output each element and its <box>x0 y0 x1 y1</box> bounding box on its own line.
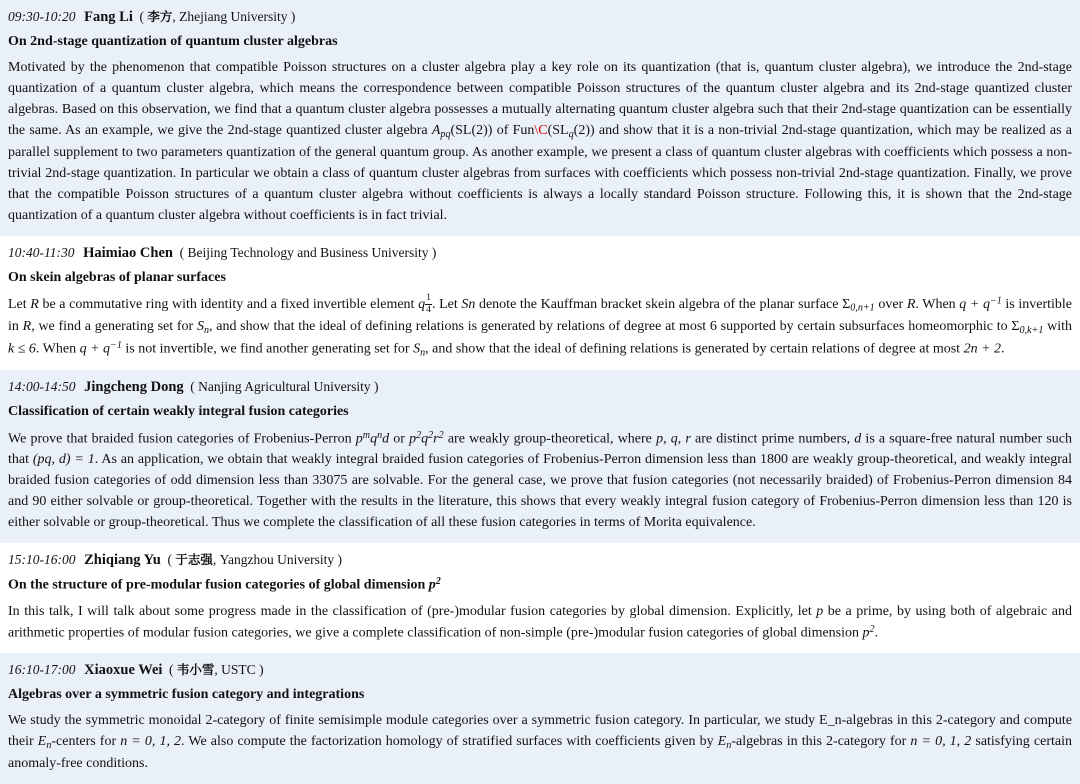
abstract-seg: is a square-free natural number such that <box>8 431 1072 468</box>
math-Sigma: Σ <box>842 297 851 313</box>
talk-affiliation: ( 李方, Zhejiang University ) <box>139 9 296 24</box>
math-exponent: m <box>362 429 371 441</box>
math-n: n <box>468 297 476 313</box>
affiliation-text: Beijing Technology and Business University <box>187 245 429 261</box>
abstract-seg: or <box>389 431 410 447</box>
affiliation-text: Yangzhou University <box>219 552 335 568</box>
math-k-le-6: k ≤ 6 <box>8 341 36 357</box>
abstract-seg: . We also compute the factorization homology of stratified surfaces with coefficients given by <box>181 734 718 750</box>
abstract-seg: Let <box>8 297 31 313</box>
abstract-seg: denote the Kauffman bracket skein algebra of the planar surface <box>475 297 843 313</box>
abstract-seg: be a commutative ring with identity and a fixed invertible element <box>38 297 419 313</box>
abstract-seg: satisfying certain anomaly-free conditions. <box>8 734 1072 772</box>
abstract-seg: We prove that braided fusion categories of Frobenius-Perron <box>8 431 356 447</box>
math-q: q <box>418 297 426 313</box>
talk-abstract <box>8 428 1072 534</box>
abstract-text-part2: and show that it is a non-trivial 2nd-stage quantization, which may be realized as a parallel supplement to two parameters quantization of the general quantum group. As another example, we present a class of quantum cluster algebras with coefficients which possess a non-trivial 2nd-stage quantization. In particular we obtain a class of quantum cluster algebras from surfaces with coefficients which possess non-trivial 2nd-stage quantization. Finally, we prove that the compatible Poisson structures of a quantum cluster algebra without coefficients is always a locally standard Poisson structure. Following this, it is shown that the 2nd-stage quantization of a quantum cluster algebra without coefficients is in fact trivial. <box>8 123 1073 224</box>
talk-title <box>8 575 1072 595</box>
talk-header <box>8 661 1072 681</box>
talk-time: 14:00-14:50 <box>8 379 76 395</box>
math-p: p <box>816 603 824 619</box>
talk-speaker: Xiaoxue Wei <box>84 662 163 679</box>
talk-header <box>8 378 1072 398</box>
math-R: R <box>30 297 39 313</box>
affiliation-text: USTC <box>221 662 256 678</box>
talk-abstract <box>8 710 1072 774</box>
math-Sigma: Σ <box>1011 319 1020 335</box>
math-E: E <box>717 734 727 750</box>
math-exponent: 2 <box>869 623 875 635</box>
math-exponent: 2 <box>416 429 422 441</box>
talk-abstract <box>8 601 1072 644</box>
math-exponent: −1 <box>110 339 122 351</box>
abstract-seg: , we find a generating set for <box>31 319 197 335</box>
math-exponent: 2 <box>438 429 444 441</box>
speaker-name-cn: 李方 <box>147 9 173 24</box>
abstract-seg: be a prime, by using both of algebraic and arithmetic properties of modular fusion categories, we give a complete classification of non-simple (pre-)modular fusion categories of global dimension <box>8 603 1072 641</box>
abstract-seg: . As an application, we obtain that weakly integral braided fusion categories of Frobenius-Perron dimension less than 1800 are weakly group-theoretical, and weakly integral braided fusion categories of odd dimension less than 33075 are solvable. For the general case, we prove that fusion categories (not necessarily braided) of Frobenius-Perron dimension 84 and 90 either solvable or group-theoretical. Together with the results in the literature, this shows that every weakly integral fusion category of Frobenius-Perron dimension less than 120 is either solvable or group-theoretical. Thus we complete the classification of all these fusion categories in terms of Morita equivalence. <box>8 452 1072 531</box>
abstract-seg: over <box>874 297 907 313</box>
math-S-sub: n <box>203 324 209 336</box>
talk-entry <box>0 653 1080 784</box>
math-exponent: 2 <box>428 429 434 441</box>
math-2n-plus-2: 2n + 2 <box>963 341 1002 357</box>
talk-affiliation: ( 韦小雪, USTC ) <box>169 662 264 678</box>
math-S-sub: n <box>420 347 426 359</box>
abstract-seg: -centers for <box>51 734 121 750</box>
abstract-seg: . <box>874 625 879 641</box>
affiliation-text: Zhejiang University <box>179 9 288 24</box>
math-d: d <box>382 431 390 447</box>
abstract-seg: We study the symmetric monoidal 2-category of finite semisimple module categories over a symmetric fusion category. In particular, we study E_n-algebras in this 2-category and compute their <box>8 713 1072 750</box>
abstract-seg: , and show that the ideal of defining relations is generated by certain relations of degree at most <box>425 341 964 357</box>
talk-entry <box>0 0 1080 236</box>
abstract-seg: is invertible in <box>8 297 1073 335</box>
math-Sigma-sub: 0,k+1 <box>1019 324 1044 336</box>
abstract-seg: . When <box>35 341 80 357</box>
talk-speaker: Haimiao Chen <box>83 245 173 262</box>
abstract-seg: . When <box>915 297 960 313</box>
talk-header <box>8 551 1072 571</box>
talk-entry <box>0 543 1080 653</box>
math-q-plus-qinv: q + q <box>959 297 990 313</box>
fraction-denominator: 4 <box>426 303 431 315</box>
math-S: S <box>461 297 469 313</box>
talk-title: On 2nd-stage quantization of quantum cluster algebras <box>8 33 338 49</box>
title-text: On the structure of pre-modular fusion categories of global dimension <box>8 577 429 593</box>
talk-abstract <box>8 293 1072 360</box>
abstract-seg: are weakly group-theoretical, where <box>443 431 657 447</box>
formula-c: (SL <box>547 123 569 139</box>
math-Sigma-sub: 0,n+1 <box>850 302 875 314</box>
math-fraction-quarter <box>425 293 432 315</box>
abstract-seg: , and show that the ideal of defining relations is generated by relations of degree at most 6 supported by certain subsurfaces homeomorphic to <box>208 319 1012 335</box>
math-exponent: 2 <box>435 575 441 587</box>
formula-redmark: \C <box>534 123 548 139</box>
math-p: p <box>409 431 417 447</box>
abstract-seg: . <box>1001 341 1005 357</box>
abstract-seg: with <box>1043 319 1073 335</box>
math-exponent: n <box>377 429 383 441</box>
formula-b: (SL(2)) of Fun <box>450 123 535 139</box>
speaker-name-cn: 于志强 <box>175 552 213 568</box>
math-pqr: p, q, r <box>656 431 691 447</box>
talk-entry <box>0 236 1080 370</box>
fraction-numerator: 1 <box>426 292 431 304</box>
math-pq-d-eq-1: (pq, d) = 1 <box>32 452 95 468</box>
talk-time: 09:30-10:20 <box>8 9 76 24</box>
talk-speaker: Fang Li <box>84 9 133 25</box>
math-exponent: −1 <box>989 295 1002 307</box>
math-R: R <box>22 319 32 335</box>
abstract-seg: In this talk, I will talk about some progress made in the classification of (pre-)modular fusion categories by global dimension. Explicitly, let <box>8 603 817 619</box>
talk-entry <box>0 370 1080 543</box>
math-q-plus-qinv: q + q <box>79 341 111 357</box>
math-p: p <box>862 625 870 641</box>
talk-header <box>8 244 1072 264</box>
talk-header <box>8 8 1072 28</box>
math-r: r <box>433 431 439 447</box>
talk-speaker: Zhiqiang Yu <box>84 552 161 569</box>
abstract-seg: . Let <box>431 297 462 313</box>
abstract-seg: is not invertible, we find another generating set for <box>121 341 414 357</box>
talk-affiliation: ( 于志强, Yangzhou University ) <box>167 552 342 568</box>
formula-A-sub: pq <box>440 128 451 140</box>
math-E-sub: n <box>46 740 52 752</box>
abstract-seg: are distinct prime numbers, <box>690 431 855 447</box>
math-d: d <box>854 431 862 447</box>
math-S: S <box>413 341 421 357</box>
talk-speaker: Jingcheng Dong <box>84 379 184 396</box>
math-p: p <box>428 577 436 593</box>
math-q: q <box>421 431 429 447</box>
abstract-seg: -algebras in this 2-category for <box>731 734 911 750</box>
math-n-values: n = 0, 1, 2 <box>120 734 182 750</box>
math-E: E <box>37 734 47 750</box>
formula-A: A <box>431 123 441 139</box>
math-S: S <box>196 319 204 335</box>
talk-title: Classification of certain weakly integral fusion categories <box>8 403 349 419</box>
formula-c-sub: q <box>568 128 574 140</box>
math-R: R <box>906 297 916 313</box>
math-E-sub: n <box>726 740 732 752</box>
talk-time: 10:40-11:30 <box>8 245 75 261</box>
speaker-name-cn: 韦小雪 <box>176 662 215 678</box>
talk-affiliation: ( Beijing Technology and Business University ) <box>179 245 437 261</box>
math-n-values: n = 0, 1, 2 <box>910 734 972 750</box>
math-q: q <box>370 431 378 447</box>
math-p: p <box>355 431 363 447</box>
formula-d: (2)) <box>573 123 595 139</box>
talk-title: Algebras over a symmetric fusion category and integrations <box>8 686 365 702</box>
abstract-text-part1: Motivated by the phenomenon that compatible Poisson structures on a cluster algebra play a key role on its quantization (that is, quantum cluster algebra), we introduce the 2nd-stage quantization of a quantum cluster algebra, which means the correspondence between compatible Poisson structures of the quantum cluster algebra and its 2nd-stage quantized cluster algebras. Based on this observation, we find that a quantum cluster algebra possesses a mutually alternating quantum cluster algebra such that their 2nd-stage quantization can be essentially the same. As an example, we give the 2nd-stage quantized cluster algebra <box>8 60 1072 139</box>
talk-abstract <box>8 57 1072 226</box>
talk-title: On skein algebras of planar surfaces <box>8 269 226 285</box>
affiliation-text: Nanjing Agricultural University <box>198 379 371 395</box>
talk-time: 16:10-17:00 <box>8 662 76 678</box>
talk-affiliation: ( Nanjing Agricultural University ) <box>190 379 379 395</box>
talk-time: 15:10-16:00 <box>8 552 76 568</box>
